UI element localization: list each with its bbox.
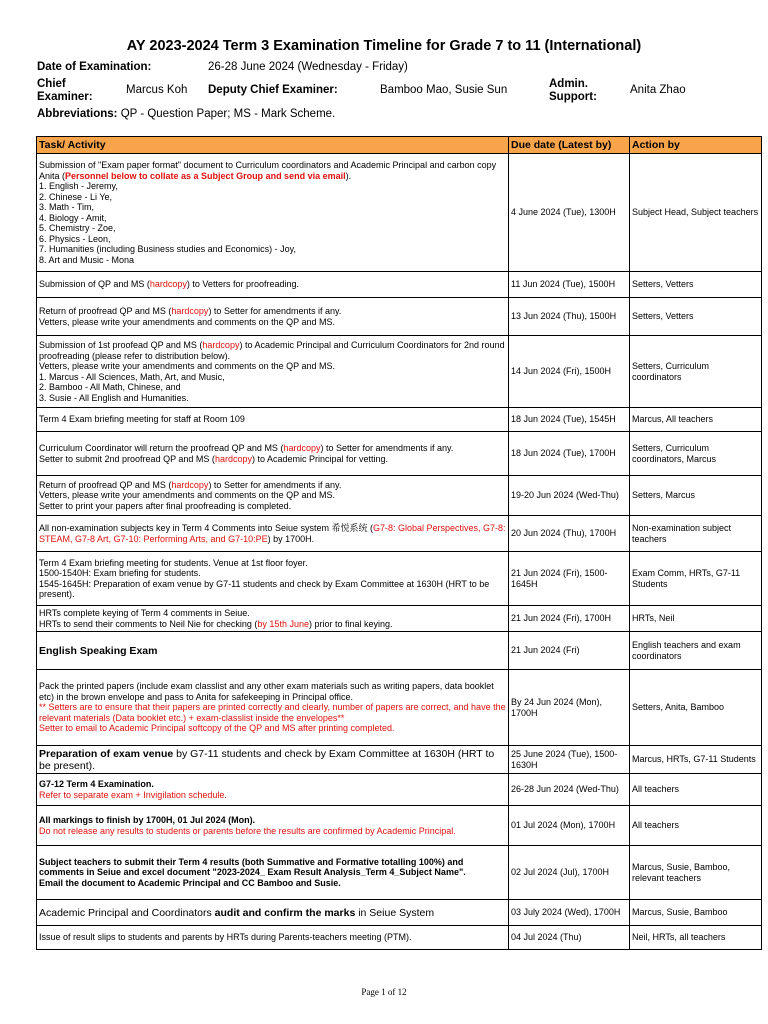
task-cell	[37, 408, 509, 432]
task-cell	[37, 774, 509, 806]
task-text: Submission of 1st proofead QP and MS (	[39, 340, 203, 350]
task-text: Academic Principal and Coordinators	[39, 906, 215, 919]
task-text: 2. Bamboo - All Math, Chinese, and	[39, 382, 181, 392]
task-text: HRTs complete keying of Term 4 comments in Seiue.	[39, 608, 250, 618]
task-text: Vetters, please write your amendments and comments on the QP and MS.	[39, 316, 335, 327]
task-text: 3. Susie - All English and Humanities.	[39, 392, 189, 403]
task-text: Email the document to Academic Principal and CC Bamboo and Susie.	[39, 877, 341, 888]
abbreviations-label: Abbreviations:	[37, 108, 118, 120]
task-text: 1545-1645H: Preparation of exam venue by G7-11 students and check by Exam Committee at 1630H (HRT to be present).	[39, 578, 490, 599]
task-text: hardcopy	[283, 443, 321, 453]
table-row	[37, 926, 762, 950]
action-by-cell: Setters, Curriculum coordinators, Marcus	[630, 432, 762, 476]
action-by-cell: HRTs, Neil	[630, 606, 762, 632]
task-text: All non-examination subjects key in Term 4 Comments into Seiue system 希悦系统 (	[39, 523, 373, 533]
task-text: Submission of QP and MS (	[39, 279, 150, 290]
due-date-cell: 4 June 2024 (Tue), 1300H	[509, 154, 630, 272]
due-date-cell: 13 Jun 2024 (Thu), 1500H	[509, 298, 630, 336]
document-title: AY 2023-2024 Term 3 Examination Timeline for Grade 7 to 11 (International)	[126, 38, 642, 54]
action-by-cell: Setters, Vetters	[630, 272, 762, 298]
action-by-cell: Non-examination subject teachers	[630, 516, 762, 552]
task-text: 2. Chinese - Li Ye,	[39, 191, 113, 202]
task-text: Subject teachers to submit their Term 4 results (both Summative and Formative totalling 100%) and comments in Seiue and excel document "2023-2024_ Exam Result Analysis_Term 4_Subject Name".	[39, 856, 466, 878]
exam-date-value: 26-28 June 2024 (Wednesday - Friday)	[208, 61, 408, 73]
task-text: Vetters, please write your amendments and comments on the QP and MS.	[39, 490, 335, 501]
task-text: 1. Marcus - All Sciences, Math, Art, and Music,	[39, 371, 225, 382]
task-text: ) to Vetters for proofreading.	[186, 279, 299, 290]
due-date-cell: 04 Jul 2024 (Thu)	[509, 926, 630, 950]
table-row	[37, 516, 762, 552]
task-text: hardcopy	[149, 279, 187, 290]
abbreviations	[37, 108, 335, 120]
task-text: Pack the printed papers (include exam classlist and any other exam materials such as writing papers, data booklet etc) in the brown envelope and pass to Anita for safekeeping in Principal office.	[39, 681, 494, 702]
task-text: 3. Math - Tim,	[39, 202, 95, 212]
task-cell	[37, 926, 509, 950]
task-cell	[37, 846, 509, 900]
task-text: ** Setters are to ensure that their papers are printed correctly and clearly, number of papers are correct, and have the relevant materials (Data booklet etc.) + exam-classlist inside the envelopes**	[39, 702, 506, 723]
task-cell	[37, 298, 509, 336]
action-by-cell: Marcus, Susie, Bamboo	[630, 900, 762, 926]
table-row	[37, 670, 762, 746]
chief-examiner-label: Chief Examiner:	[37, 78, 93, 103]
task-text: Submission of "Exam paper format" document to Curriculum coordinators and Academic Principal and carbon copy Anita (	[39, 160, 497, 181]
task-cell	[37, 670, 509, 746]
task-text: hardcopy	[214, 453, 252, 464]
table-header-row	[37, 137, 762, 154]
task-cell	[37, 746, 509, 774]
task-text: by G7-11 students and check by Exam Committee at 1630H (HRT to be present).	[39, 747, 495, 772]
task-text: 1500-1540H: Exam briefing for students.	[39, 568, 201, 578]
table-row	[37, 336, 762, 408]
deputy-examiner-value: Bamboo Mao, Susie Sun	[380, 84, 508, 96]
task-text: Term 4 Exam briefing meeting for staff at Room 109	[39, 414, 245, 425]
task-cell	[37, 154, 509, 272]
task-text: ) to Setter for amendments if any.	[208, 306, 342, 316]
task-text: 1. English - Jeremy,	[39, 181, 118, 191]
task-text: in Seiue System	[355, 906, 435, 919]
due-date-cell: 02 Jul 2024 (Jul), 1700H	[509, 846, 630, 900]
task-text: Refer to separate exam + Invigilation schedule.	[39, 789, 227, 800]
due-date-cell: 21 Jun 2024 (Fri)	[509, 632, 630, 670]
action-by-cell: English teachers and exam coordinators	[630, 632, 762, 670]
table-row	[37, 298, 762, 336]
action-by-cell: Setters, Anita, Bamboo	[630, 670, 762, 746]
action-by-cell: Subject Head, Subject teachers	[630, 154, 762, 272]
table-row	[37, 552, 762, 606]
task-text: ) to Academic Principal and Curriculum Coordinators for 2nd round proofreading (please refer to distribution below).	[39, 340, 505, 361]
task-text: ) to Setter for amendments if any.	[208, 479, 342, 490]
task-text: Issue of result slips to students and parents by HRTs during Parents-teachers meeting (PTM).	[39, 932, 412, 943]
due-date-cell: 26-28 Jun 2024 (Wed-Thu)	[509, 774, 630, 806]
task-text: Setter to submit 2nd proofread QP and MS (	[39, 453, 215, 464]
task-text: All markings to finish by 1700H, 01 Jul 2024 (Mon).	[39, 815, 256, 825]
task-cell	[37, 632, 509, 670]
task-text: Setter to email to Academic Principal softcopy of the QP and MS after printing completed.	[39, 723, 395, 734]
task-text: audit and confirm the marks	[214, 906, 356, 919]
task-text: hardcopy	[202, 340, 240, 350]
table-row	[37, 774, 762, 806]
task-text: G7-8: Global Perspectives, G7-8: STEAM, G7-8 Art, G7-10: Performing Arts, and G7-10:PE	[39, 523, 506, 544]
action-by-cell: Setters, Marcus	[630, 476, 762, 516]
task-cell	[37, 336, 509, 408]
table-row	[37, 632, 762, 670]
task-text: Curriculum Coordinator will return the proofread QP and MS (	[39, 443, 284, 453]
task-text: 7. Humanities (including Business studies and Economics) - Joy,	[39, 244, 296, 254]
due-date-cell: 14 Jun 2024 (Fri), 1500H	[509, 336, 630, 408]
task-text: 6. Physics - Leon,	[39, 233, 111, 244]
task-text: Personnel below to collate as a Subject Group and send via email	[65, 170, 346, 181]
chief-examiner-value: Marcus Koh	[126, 84, 188, 96]
task-text: Setter to print your papers after final proofreading is completed.	[39, 500, 292, 511]
due-date-cell: 11 Jun 2024 (Tue), 1500H	[509, 272, 630, 298]
task-cell	[37, 806, 509, 846]
action-by-cell: Marcus, All teachers	[630, 408, 762, 432]
action-by-cell: Setters, Curriculum coordinators	[630, 336, 762, 408]
table-row	[37, 900, 762, 926]
task-text: ).	[345, 170, 352, 181]
action-by-cell: All teachers	[630, 806, 762, 846]
table-row	[37, 272, 762, 298]
due-date-cell: 21 Jun 2024 (Fri), 1500-1645H	[509, 552, 630, 606]
task-text: 5. Chemistry - Zoe,	[39, 223, 116, 233]
timeline-table	[36, 136, 762, 950]
task-text: ) to Academic Principal for vetting.	[251, 453, 389, 464]
task-cell	[37, 432, 509, 476]
table-row	[37, 746, 762, 774]
due-date-cell: 18 Jun 2024 (Tue), 1700H	[509, 432, 630, 476]
task-cell	[37, 900, 509, 926]
abbreviations-text: QP - Question Paper; MS - Mark Scheme.	[117, 108, 336, 120]
due-date-cell: 19-20 Jun 2024 (Wed-Thu)	[509, 476, 630, 516]
admin-support-value: Anita Zhao	[630, 84, 686, 96]
task-text: ) by 1700H.	[267, 533, 315, 544]
task-text: 4. Biology - Amit,	[39, 212, 107, 223]
table-row	[37, 154, 762, 272]
task-text: hardcopy	[171, 479, 209, 490]
page-number: Page 1 of 12	[361, 987, 407, 997]
task-text: 8. Art and Music - Mona	[39, 254, 135, 265]
task-text: by 15th June	[257, 618, 309, 629]
task-text: ) prior to final keying.	[308, 618, 393, 629]
due-date-cell: 25 June 2024 (Tue), 1500-1630H	[509, 746, 630, 774]
admin-support-label: Admin. Support:	[549, 78, 597, 103]
task-text: HRTs to send their comments to Neil Nie for checking (	[39, 618, 258, 629]
action-by-cell: Neil, HRTs, all teachers	[630, 926, 762, 950]
task-text: Return of proofread QP and MS (	[39, 306, 172, 316]
table-row	[37, 476, 762, 516]
task-text: G7-12 Term 4 Examination.	[39, 779, 154, 789]
due-date-cell: 03 July 2024 (Wed), 1700H	[509, 900, 630, 926]
table-row	[37, 408, 762, 432]
exam-date-label: Date of Examination:	[37, 61, 152, 73]
action-by-cell: Marcus, HRTs, G7-11 Students	[630, 746, 762, 774]
header-task: Task/ Activity	[37, 137, 509, 154]
task-text: Term 4 Exam briefing meeting for students. Venue at 1st floor foyer.	[39, 557, 308, 568]
due-date-cell: 01 Jul 2024 (Mon), 1700H	[509, 806, 630, 846]
task-cell	[37, 552, 509, 606]
action-by-cell: Setters, Vetters	[630, 298, 762, 336]
task-text: Preparation of exam venue	[39, 747, 174, 760]
action-by-cell: All teachers	[630, 774, 762, 806]
table-row	[37, 432, 762, 476]
due-date-cell: 18 Jun 2024 (Tue), 1545H	[509, 408, 630, 432]
table-row	[37, 606, 762, 632]
action-by-cell: Exam Comm, HRTs, G7-11 Students	[630, 552, 762, 606]
task-text: Vetters, please write your amendments and comments on the QP and MS.	[39, 361, 335, 371]
due-date-cell: 21 Jun 2024 (Fri), 1700H	[509, 606, 630, 632]
task-text: hardcopy	[171, 306, 209, 316]
task-cell	[37, 476, 509, 516]
due-date-cell: By 24 Jun 2024 (Mon), 1700H	[509, 670, 630, 746]
table-row	[37, 846, 762, 900]
table-row	[37, 806, 762, 846]
task-cell	[37, 516, 509, 552]
action-by-cell: Marcus, Susie, Bamboo, relevant teachers	[630, 846, 762, 900]
task-text: ) to Setter for amendments if any.	[320, 443, 454, 453]
task-text: Do not release any results to students or parents before the results are confirmed by Academic Principal.	[39, 825, 456, 836]
task-cell	[37, 606, 509, 632]
task-text: Return of proofread QP and MS (	[39, 479, 172, 490]
task-cell	[37, 272, 509, 298]
due-date-cell: 20 Jun 2024 (Thu), 1700H	[509, 516, 630, 552]
task-text: English Speaking Exam	[39, 644, 158, 657]
deputy-examiner-label: Deputy Chief Examiner:	[208, 84, 338, 96]
header-action-by: Action by	[630, 137, 762, 154]
header-due-date: Due date (Latest by)	[509, 137, 630, 154]
